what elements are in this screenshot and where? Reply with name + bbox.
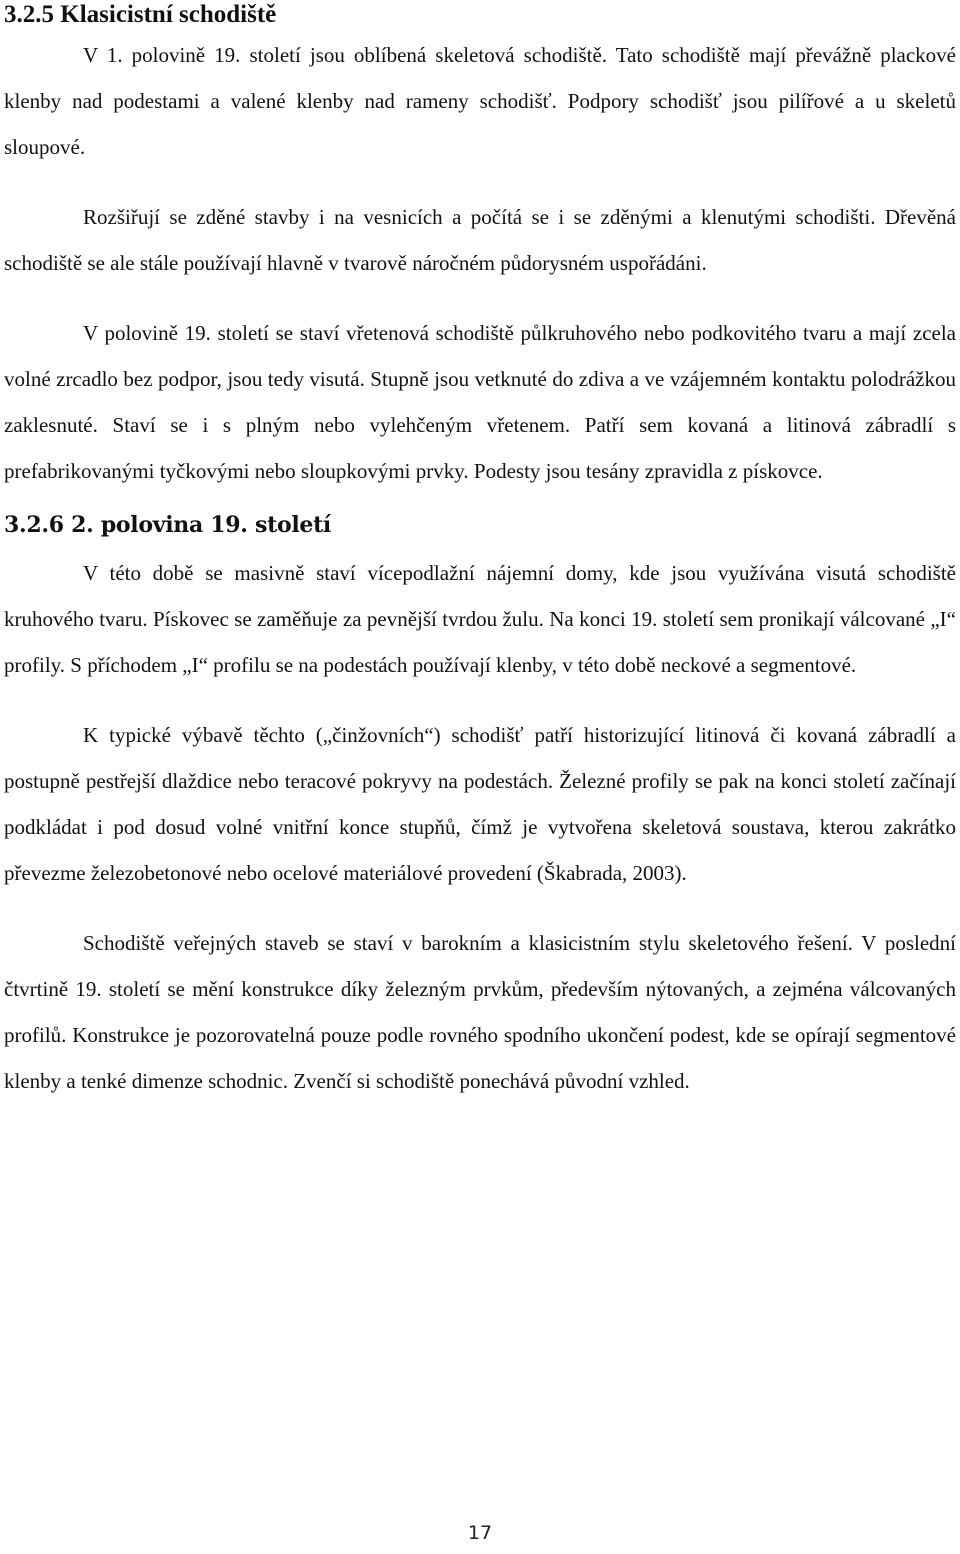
section-heading-klasicistni: 3.2.5 Klasicistní schodiště [4,1,277,28]
paragraph: Rozšiřují se zděné stavby i na vesnicích a počítá se i se zděnými a klenutými schodišti. Dřevěná schodiště se ale stále používají hlavně v tvarově náročném půdorysném uspořádáni. [4,205,956,275]
paragraph: V 1. polovině 19. století jsou oblíbená skeletová schodiště. Tato schodiště mají převážně plackové klenby nad podestami a valené klenby nad rameny schodišť. Podpory schodišť jsou pilířové a u skeletů sloupové. [4,43,956,159]
section-heading-2-polovina: 3.2.6 2. polovina 19. století [4,512,331,538]
document-page [4,0,956,1104]
page-number: 17 [467,1522,493,1544]
paragraph: K typické výbavě těchto („činžovních“) schodišť patří historizující litinová či kovaná zábradlí a postupně pestřejší dlaždice nebo teracové pokryvy na podestách. Železné profily se pak na konci století začínají podkládat i pod dosud volné vnitřní konce stupňů, čímž je vytvořena skeletová soustava, kterou zakrátko převezme železobetonové nebo ocelové materiálové provedení (Škabrada, 2003). [4,723,956,885]
paragraph: V této době se masivně staví vícepodlažní nájemní domy, kde jsou využívána visutá schodiště kruhového tvaru. Pískovec se zaměňuje za pevnější tvrdou žulu. Na konci 19. století sem pronikají válcované „I“ profily. S příchodem „I“ profilu se na podestách používají klenby, v této době neckové a segmentové. [4,561,956,677]
paragraph: V polovině 19. století se staví vřetenová schodiště půlkruhového nebo podkovitého tvaru a mají zcela volné zrcadlo bez podpor, jsou tedy visutá. Stupně jsou vetknuté do zdiva a ve vzájemném kontaktu polodrážkou zaklesnuté. Staví se i s plným nebo vylehčeným vřetenem. Patří sem kovaná a litinová zábradlí s prefabrikovanými tyčkovými nebo sloupkovými prvky. Podesty jsou tesány zpravidla z pískovce. [4,321,956,483]
paragraph: Schodiště veřejných staveb se staví v barokním a klasicistním stylu skeletového řešení. V poslední čtvrtině 19. století se mění konstrukce díky železným prvkům, především nýtovaných, a zejména válcovaných profilů. Konstrukce je pozorovatelná pouze podle rovného spodního ukončení podest, kde se opírají segmentové klenby a tenké dimenze schodnic. Zvenčí si schodiště ponechává původní vzhled. [4,931,956,1093]
